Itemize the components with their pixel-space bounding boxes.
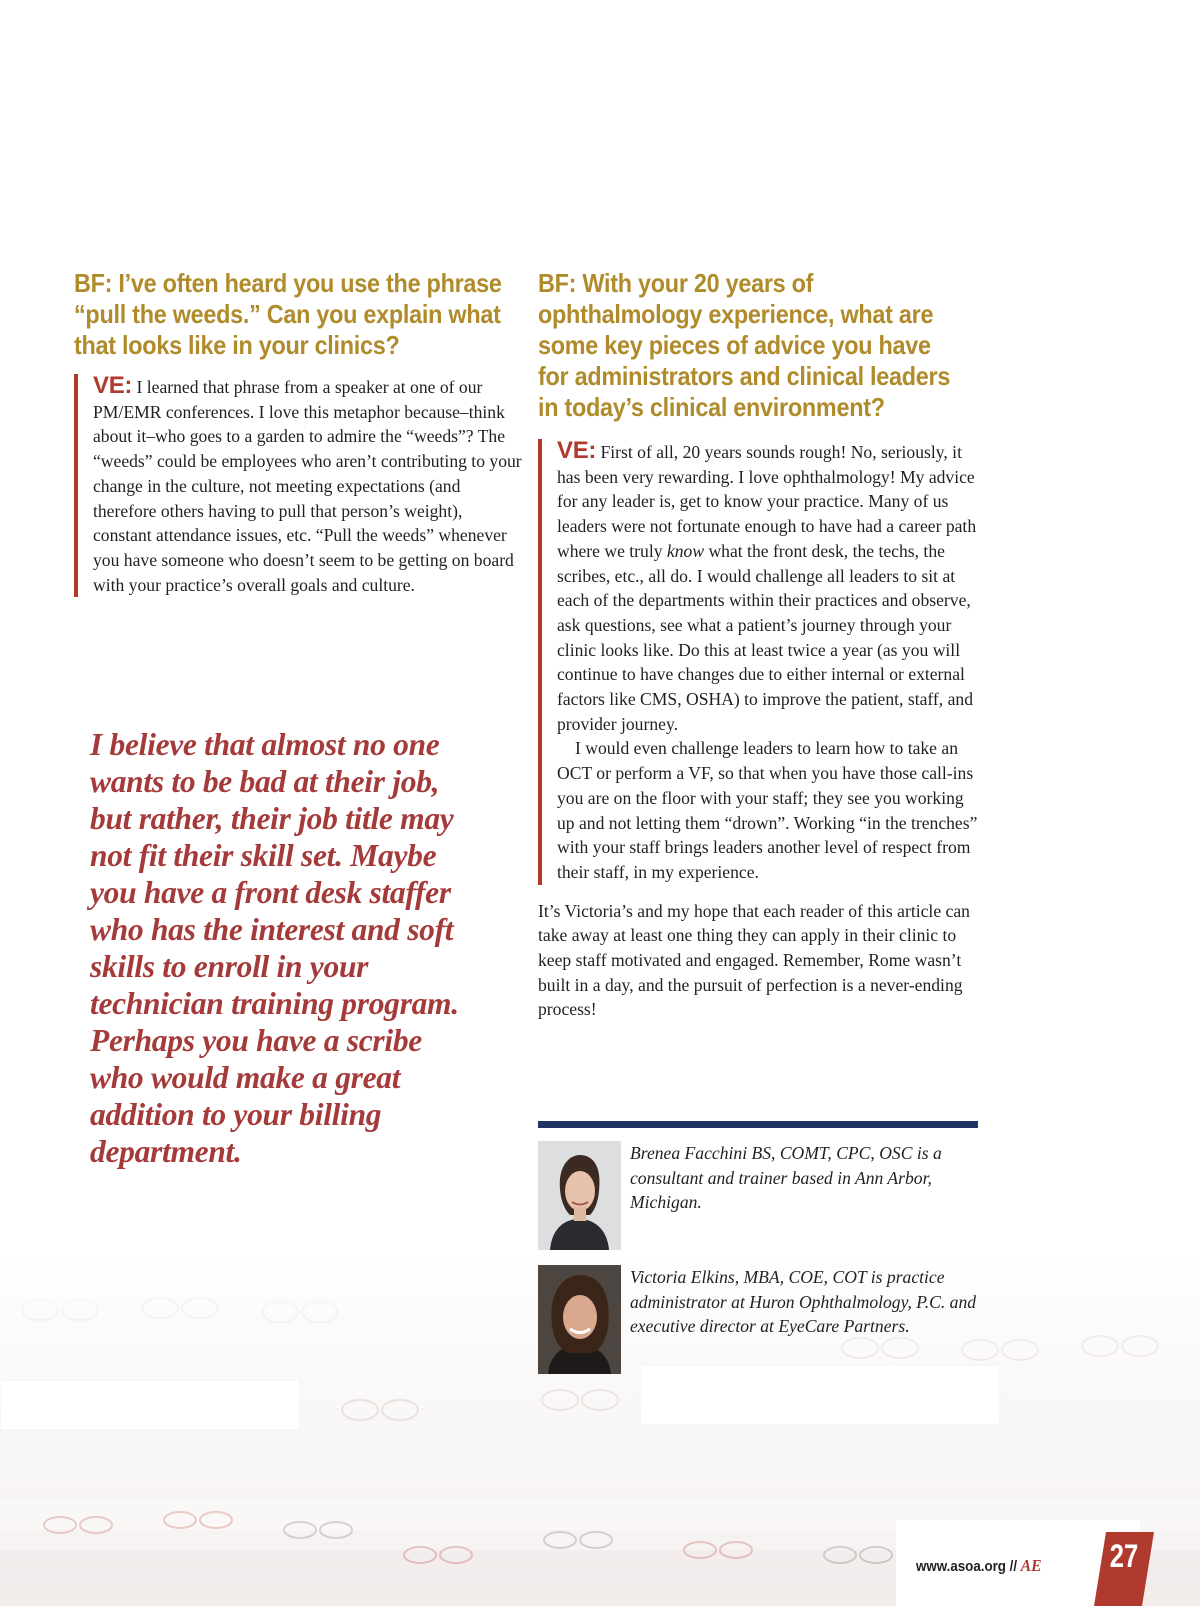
question-text: With your 20 years of ophthalmology experience, what are some key pieces of advice you have for administrators and clinical leaders in today’s clinical environment? (538, 268, 951, 422)
author-bio (538, 1265, 978, 1375)
answer-paragraph-1 (557, 439, 978, 736)
author-bio (538, 1141, 978, 1251)
author-photo (538, 1265, 621, 1374)
answer-emphasis: know (666, 540, 705, 561)
answer-block-right (538, 439, 978, 885)
question-text: I’ve often heard you use the phrase “pull the weeds.” Can you explain what that looks like in your clinics? (74, 268, 502, 360)
footer-url: www.asoa.org (916, 1559, 1006, 1575)
section-divider (538, 1121, 978, 1128)
answer-text-end: what the front desk, the techs, the scribes, etc., all do. I would challenge all leaders to sit at each of the departments within their practices and observe, ask questions, see what a patient’s journey through your clinic looks like. Do this at least twice a year (as you will continue to have changes due to either internal or external factors like CMS, OSHA) to improve the patient, staff, and provider journey. (557, 540, 973, 734)
right-column (538, 268, 978, 1022)
question-heading-right (538, 268, 961, 423)
footer-credit (916, 1556, 1042, 1576)
author-photo (538, 1141, 621, 1250)
answer-prefix: VE: (557, 437, 597, 464)
footer-separator: // (1009, 1559, 1018, 1575)
answer-text: I learned that phrase from a speaker at one of our PM/EMR conferences. I love this metaphor because–think about it–who goes to a garden to admire the “weeds”? The “weeds” could be employees who aren’t contributing to your change in the culture, not meeting expectations (and therefore others having to pull that person’s weight), constant attendance issues, etc. “Pull the weeds” whenever you have someone who doesn’t seem to be getting on board with your practice’s overall goals and culture. (93, 377, 522, 595)
question-prefix: BF: (74, 268, 113, 298)
question-prefix: BF: (538, 268, 577, 298)
closing-paragraph: It’s Victoria’s and my hope that each reader of this article can take away at least one thing they can apply in their clinic to keep staff motivated and engaged. Remember, Rome wasn’t built in a day, and the pursuit of perfection is a never-ending process! (538, 900, 970, 1020)
pull-quote: I believe that almost no one wants to be bad at their job, but rather, their job title may not fit their skill set. Maybe you have a front desk staffer who has the interest and soft skills to enroll in your technician training program. Perhaps you have a scribe who would make a great addition to your billing department. (90, 727, 459, 1169)
answer-prefix: VE: (93, 372, 133, 399)
answer-block-left (74, 374, 524, 597)
question-heading-left (74, 268, 506, 361)
bio-text: Brenea Facchini BS, COMT, CPC, OSC is a consultant and trainer based in Ann Arbor, Michigan. (630, 1143, 942, 1213)
answer-text-start: First of all, 20 years sounds rough! No, seriously, it has been very rewarding. I love ophthalmology! My advice for any leader is, get to know your practice. Many of us leaders were not fortunate enough to have had a career path where we truly (557, 442, 977, 561)
answer-paragraph-2: I would even challenge leaders to learn how to take an OCT or perform a VF, so that when you have those call-ins you are on the floor with your staff; they see you working up and not letting them “drown”. Working “in the trenches” with your staff brings leaders another level of respect from their staff, in my experience. (557, 738, 978, 882)
answer-paragraph (93, 374, 524, 597)
footer-brand: AE (1020, 1556, 1042, 1575)
bio-text: Victoria Elkins, MBA, COE, COT is practice administrator at Huron Ophthalmology, P.C. and executive director at EyeCare Partners. (630, 1267, 977, 1337)
left-column (74, 268, 524, 597)
page-number: 27 (1109, 1538, 1139, 1574)
